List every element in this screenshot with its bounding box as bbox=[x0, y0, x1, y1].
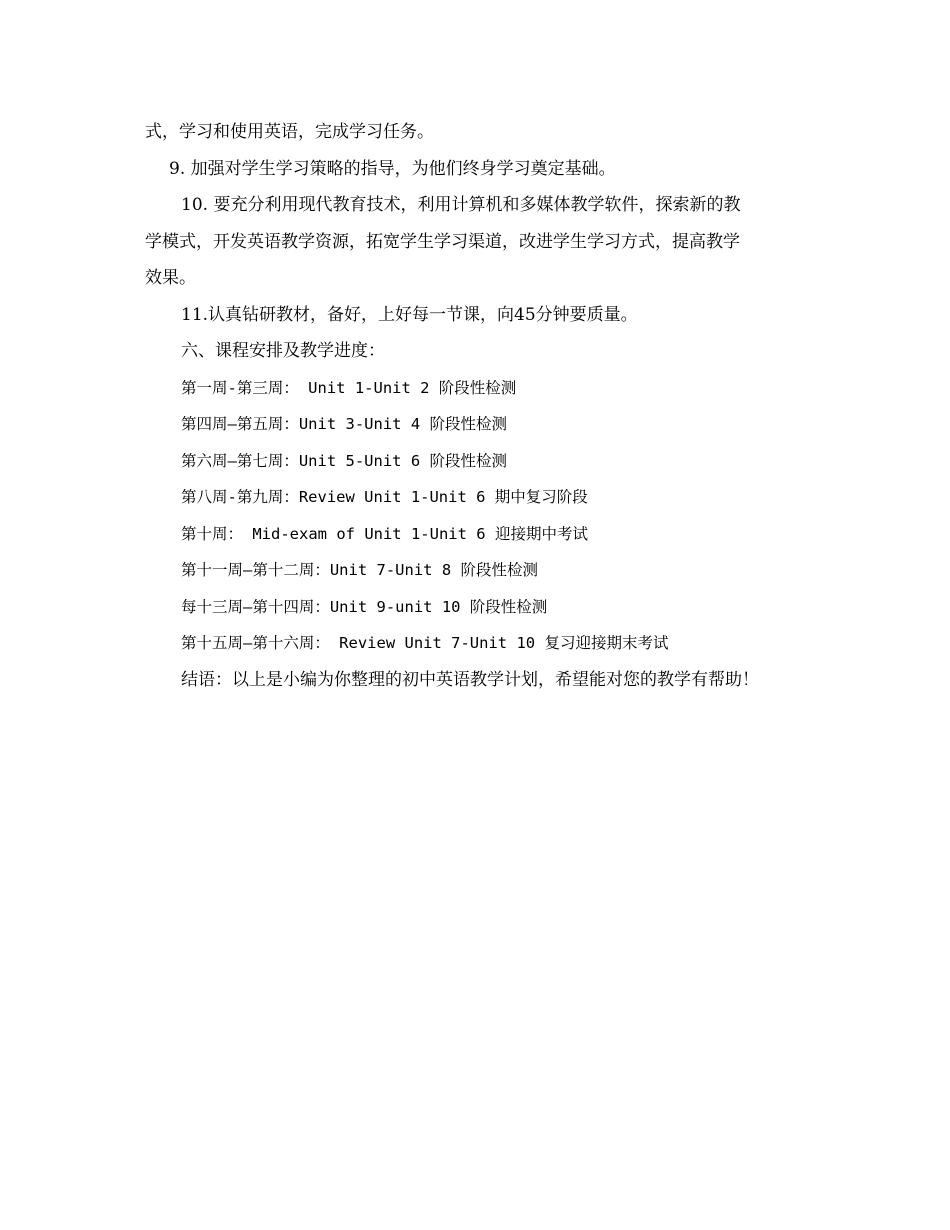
list-item-11: 11.认真钻研教材，备好，上好每一节课，向45分钟要质量。 bbox=[181, 304, 638, 325]
paragraph-line-continuation: 式，学习和使用英语，完成学习任务。 bbox=[145, 122, 434, 142]
schedule-week-10: 第十周： Mid-exam of Unit 1-Unit 6 迎接期中考试 bbox=[181, 524, 588, 543]
schedule-week-4-5: 第四周—第五周：Unit 3-Unit 4 阶段性检测 bbox=[181, 415, 507, 433]
schedule-week-6-7: 第六周—第七周：Unit 5-Unit 6 阶段性检测 bbox=[181, 451, 507, 470]
closing-remark: 结语：以上是小编为你整理的初中英语教学计划，希望能对您的教学有帮助！ bbox=[181, 669, 759, 690]
list-item-10-line-2: 学模式，开发英语教学资源，拓宽学生学习渠道，改进学生学习方式，提高教学 bbox=[145, 231, 740, 252]
schedule-week-15-16: 第十五周—第十六周： Review Unit 7-Unit 10 复习迎接期末考试 bbox=[181, 634, 669, 652]
document-body bbox=[145, 114, 800, 698]
list-item-10-line-1: 10. 要充分利用现代教育技术，利用计算机和多媒体教学软件，探索新的教 bbox=[181, 195, 741, 215]
list-item-10-line-3: 效果。 bbox=[145, 268, 196, 288]
schedule-week-8-9: 第八周-第九周：Review Unit 1-Unit 6 期中复习阶段 bbox=[181, 488, 588, 506]
section-heading-schedule: 六、课程安排及教学进度： bbox=[181, 341, 385, 361]
schedule-week-13-14: 每十三周—第十四周：Unit 9-unit 10 阶段性检测 bbox=[181, 597, 548, 616]
schedule-week-11-12: 第十一周—第十二周：Unit 7-Unit 8 阶段性检测 bbox=[181, 561, 538, 579]
list-item-9: 9. 加强对学生学习策略的指导，为他们终身学习奠定基础。 bbox=[169, 158, 616, 179]
schedule-week-1-3: 第一周-第三周： Unit 1-Unit 2 阶段性检测 bbox=[181, 378, 517, 397]
